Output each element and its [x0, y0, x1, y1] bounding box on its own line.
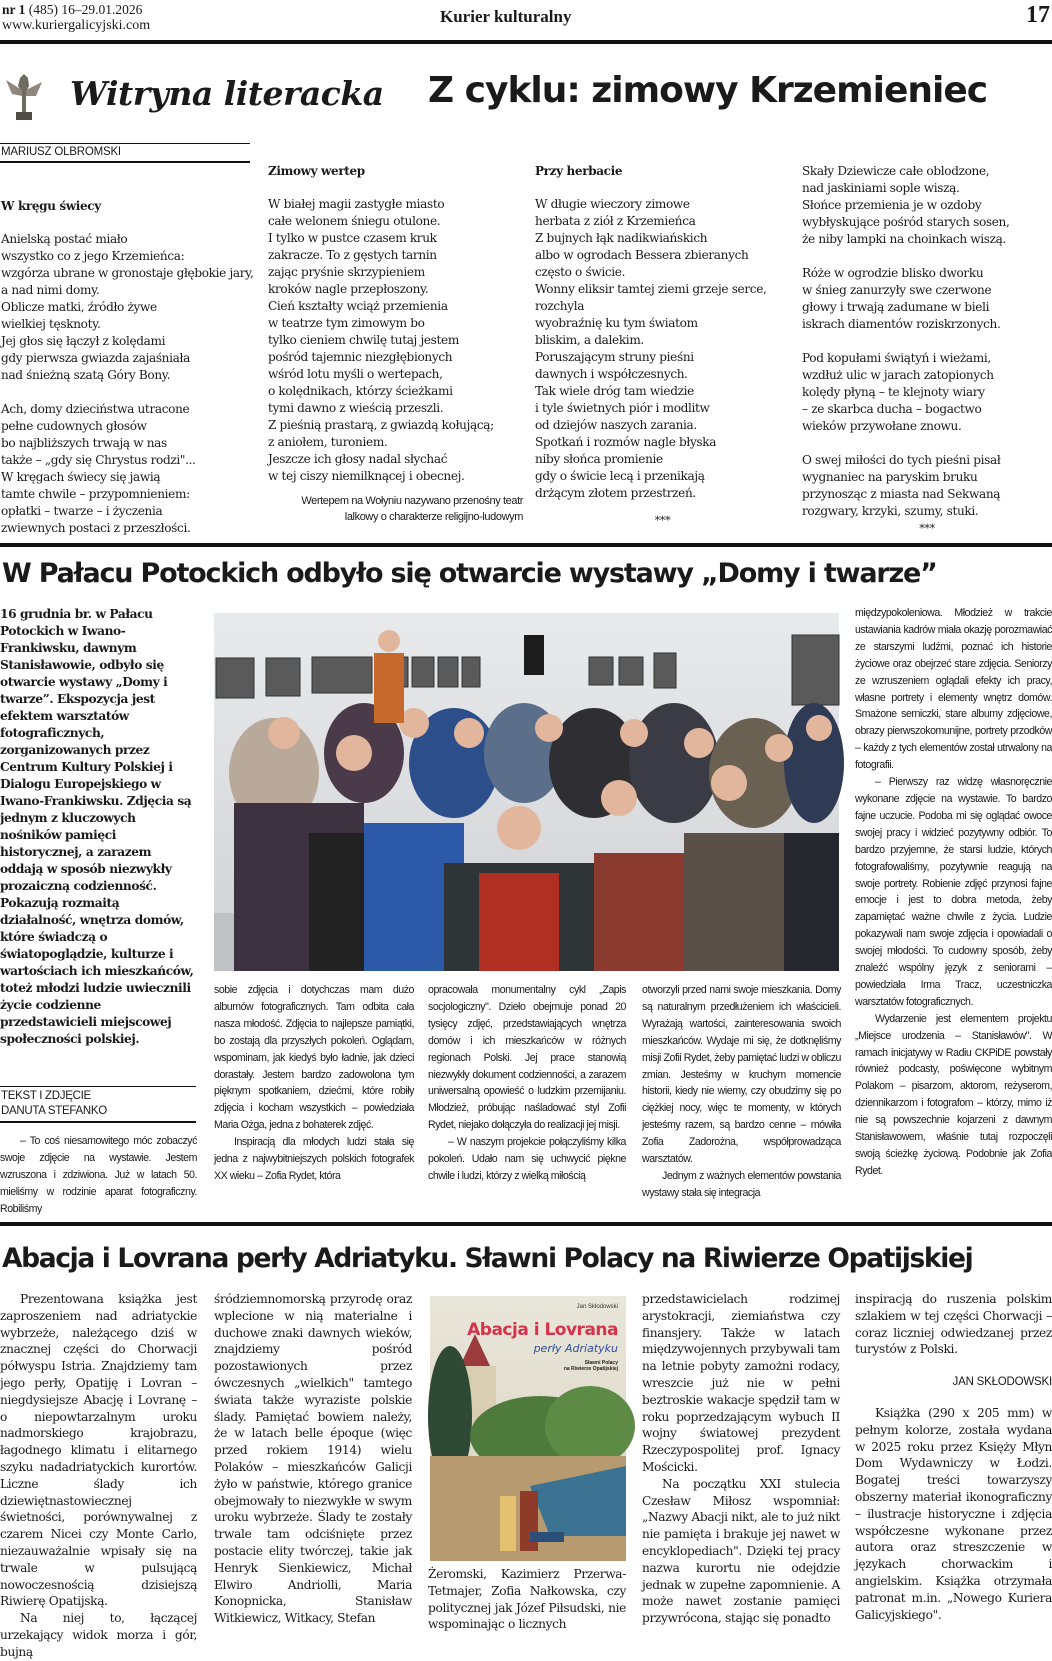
paragraph: otworzyli przed nami swoje mieszkania. Domy są naturalnym przedłużeniem ich właścicieli. Wyrażają wartości, zainteresowania swoich mieszkańców. Wydaje mi się, że dotknęliśmy misji Zofii Rydet, żeby pamiętać ludzi w obliczu zmian. Jesteśmy w kruchym momencie historii, kiedy nie wiemy, czy obudzimy się po ciężkiej nocy, więc te momenty, w których jesteśmy razem, są bardzo cenne – mówiła Zofia Zadorożna, współprowadząca warsztatów. — [642, 984, 841, 1166]
paragraph: inspiracją do ruszenia polskim szlakiem w tej części Chorwacji – coraz liczniej odwiedzanej przez turystów z Polski. — [855, 1292, 1052, 1357]
paragraph: Żeromski, Kazimierz Przerwa-Tetmajer, Zofia Nałkowska, czy politycznej jak Józef Piłsudski, nie wspominając o licznych — [428, 1567, 626, 1632]
paragraph: Jednym z ważnych elementów powstania wystawy stała się integracja — [642, 1169, 841, 1199]
paragraph: sobie zdjęcia i dotychczas mam dużo albumów fotograficznych. Tam odbita cała nasza młodość. Zdjęcia to najlepsze pamiątki, bo zostają dla przyszłych pokoleń. Oglądam, wspominam, jak kiedyś było ładnie, jak dzieci dorastały. Jestem bardzo zadowolona tym pięknym spotkaniem, dziećmi, które robiły zdjęcia i kocham wszystkich – powiedziała Maria Ożga, jedna z bohaterek zdjęć. — [214, 984, 414, 1132]
article-column-4 — [642, 982, 841, 1202]
book-column-1 — [0, 1291, 197, 1661]
issue-number — [2, 2, 142, 18]
article-column-2 — [214, 982, 414, 1185]
poem-text: Skały Dziewicze całe oblodzone, nad jaskiniami sople wiszą. Słońce przemienia je w ozdoby wybłyskujące pośród starych sosen, że niby lampki na choinkach wiszą. Róże w ogrodzie blisko dworku w śnieg zanurzyły swe czerwone głowy i trwają zadumane w bieli iskrach diamentów roziskrzonych. Pod kopułami świątyń i wieżami, wzdłuż ulic w jarach zatopionych kolędy płyną – te klejnoty wiary – ze skarbca ducha – bogactwo wieków przywołane znowu. O swej miłości do tych pieśni pisał wygnaniec na paryskim bruku przynosząc z miasta nad Sekwaną rozgwary, krzyki, szumy, stuki. — [802, 164, 1010, 518]
cover-tagline — [564, 1360, 618, 1372]
article-column-3 — [428, 982, 626, 1185]
paragraph: międzypokoleniowa. Młodzież w trakcie ustawiania kadrów miała okazję porozmawiać ze starszymi ludźmi, poznać ich historie życiowe oraz obejrzeć stare zdjęcia. Seniorzy ze wzruszeniem oglądali efekty ich pracy, własne portrety i elementy wnętrz domów. Smażone serniczki, stare albumy zdjęciowe, obrazy pierwszokomunijne, portrety przodków – każdy z tych elementów został utrwalony na fotografii. — [855, 607, 1052, 772]
book-column-3 — [428, 1566, 626, 1633]
poem-title: W kręgu świecy — [1, 199, 101, 213]
poem-text: W długie wieczory zimowe herbata z ziół z Krzemieńca Z bujnych łąk nadikwiańskich albo w ogrodach Bessera zbieranych często o świcie. Wonny eliksir tamtej ziemi grzeje serce, rozchyla wyobraźnię ku tym światom bliskim, a dalekim. Poruszającym struny pieśni dawnych i współczesnych. Tak wiele dróg tam wiedzie i tyle świetnych piór i modlitw od dziejów naszych zarania. Spotkań i rozmów nagle błyska niby słońca promienie gdy o świcie lecą i przenikają drżącym złotem przestrzeń. — [535, 197, 767, 500]
paragraph: śródziemnomorską przyrodę oraz wplecione w nią materialne i duchowe znaki dawnych wieków, znajdziemy pośród pozostawionych przez ówczesnych „wielkich" tamtego świata także wyraziste polskie ślady. Pamiętać bowiem należy, że w latach belle époque (więc przed rokiem 1914) wielu Polaków – mieszkańców Galicji żyło w państwie, którego granice obejmowały to niezwykłe w swym uroku wybrzeże. Ślady te zostały trwale tam odciśnięte przez postacie elity twórczej, takie jak Henryk Sienkiewicz, Michał Elwiro Andriolli, Maria Konopnicka, Stanisław Witkiewicz, Witkacy, Stefan — [214, 1292, 412, 1626]
byline-author: DANUTA STEFANKO — [1, 1105, 107, 1117]
cover-title: Abacja i Lovrana — [467, 1320, 618, 1340]
article-lead: 16 grudnia br. w Pałacu Potockich w Iwano-Frankiwsku, dawnym Stanisławowie, odbyło się otwarcie wystawy „Domy i twarze”. Ekspozycja jest efektem warsztatów fotograficznych, zorganizowanych przez Centrum Kultury Polskiej i Dialogu Europejskiego w Iwano-Frankiwsku. Zdjęcia są jednym z kluczowych nośników pamięci historycznej, a zarazem oddają w sposób niezwykły prozaiczną codzienność. Pokazują rozmaitą działalność, wnętrza domów, które świadczą o światopoglądzie, kulturze i wartościach ich mieszkańców, toteż młodzi ludzie uwiecznili życie codzienne przedstawicieli miejscowej społeczności polskiej. — [0, 607, 194, 1046]
issue-number-bold: nr 1 — [2, 2, 26, 17]
paragraph: Na początku XXI stulecia Czesław Miłosz wspomniał: „Nazwy Abacji nikt, ale to już nikt nie pamięta i brakuje jej nawet w encyklopediach". Dzięki tej pracy nazwa kurortu nie odejdzie jednak w zupełne zapomnienie. A może nawet zostanie pamięci przywrócona, stając się ponadto — [642, 1476, 840, 1626]
paragraph: Prezentowana książka jest zaproszeniem nad adriatyckie wybrzeże, należącego dziś w znacznej części do Chorwacji półwyspu Istria. Znajdziemy tam jego perły, Opatiję i Lovran – niegdysiejsze Abację i Lovranę – o niepowtarzalnym uroku nadmorskiego krajobrazu, łagodnego klimatu i elitarnego szyku nadadriatyckich kurortów. Liczne ślady ich dziewiętnastowiecznej świetności, porównywalnej z czarem Nicei czy Monte Carlo, niezauważalnie wpisały się na trwale w pulsującą nowoczesnością dzisiejszą Riwierę Opatijską. — [0, 1292, 197, 1609]
issue-date: (485) 16–29.01.2026 — [25, 2, 143, 17]
poem-text: W białej magii zastygłe miasto całe welonem śniegu otulone. I tylko w pustce czasem kruk zakracze. To z gęstych tarnin zając pryśnie skrzypieniem kroków nagle przepłoszony. Cień kształty wciąż przemienia w teatrze tym zimowym bo tylko cieniem chwilę tutaj jestem pośród tajemnic niezgłębionych wśród lotu myśli o wertepach, o kolędnikach, którzy ścieżkami tymi dawno z wieścią przeszli. Z pieśnią prastarą, z gwiazdą kołującą; z aniołem, turoniem. Jeszcze ich głosy nadal słychać w tej ciszy niemilknącej i obecnej. — [268, 197, 494, 483]
poem-separator: *** — [919, 522, 935, 535]
exhibition-audience-photo — [214, 613, 839, 971]
poem-separator: *** — [654, 514, 671, 527]
page-number: 17 — [1026, 2, 1050, 28]
book-cover-image — [430, 1296, 626, 1561]
poem-cycle-title: Z cyklu: zimowy Krzemieniec — [428, 70, 988, 111]
poem-title: Przy herbacie — [535, 164, 623, 178]
byline-role: TEKST I ZDJĘCIE — [1, 1090, 91, 1102]
section-divider — [0, 1222, 1052, 1226]
book-column-5 — [855, 1291, 1052, 1623]
cover-tagline-line-1: Sławni Polacy — [584, 1360, 618, 1366]
section-divider — [0, 543, 1052, 547]
paragraph: – To coś niesamowitego móc zobaczyć swoje zdjęcie na wystawie. Jestem wzruszona i zdziwiona. Już w latach 50. mieliśmy w rodzinie aparat fotograficzny. Robiliśmy — [0, 1135, 197, 1215]
cover-subtitle: perły Adriatyku — [533, 1342, 618, 1355]
poem-footnote: Wertepem na Wołyniu nazywano przenośny teatr lalkowy o charakterze religijno-ludowym — [301, 495, 523, 523]
website-link[interactable]: www.kuriergalicyjski.com — [2, 18, 151, 33]
poem-author: MARIUSZ OLBROMSKI — [0, 143, 250, 163]
paragraph: Książka (290 x 205 mm) w pełnym kolorze, została wydana w 2025 roku przez Księży Młyn Dom Wydawniczy w Łodzi. Bogatej treści towarzyszy obszerny materiał ikonograficzny – ilustracje historyczne i zdjęcia współczesne wykonane przez autora oraz streszczenie w językach chorwackim i angielskim. Książka otrzymała patronat m.in. „Nowego Kuriera Galicyjskiego". — [855, 1405, 1052, 1622]
book-column-2 — [214, 1291, 412, 1627]
book-column-4 — [642, 1291, 840, 1627]
poem-untitled — [802, 146, 1052, 554]
paragraph: przedstawicielach rodzimej arystokracji, ziemiaństwa czy finansjery. Także w latach międzywojennych przybywali tam na letnie pobyty zamożni rodacy, wreszcie już nie w pełni beztroskie wakacje spędził tam w roku poprzedzającym wybuch II wojny światowej prezydent Rzeczypospolitej prof. Ignacy Mościcki. — [642, 1292, 840, 1474]
book-headline: Abacja i Lovrana perły Adriatyku. Sławni Polacy na Riwierze Opatijskiej — [2, 1243, 973, 1274]
poem-przy-herbacie — [535, 146, 790, 546]
paragraph: Wydarzenie jest elementem projektu „Miejsce urodzenia – Stanisławów". W ramach inicjatywy w Radiu CKPiDE powstały również podcasty, poświęcone wybitnym Polakom – pisarzom, aktorom, reżyserom, dziennikarzom i fotografom – którzy, mimo iż nie są powszechnie kojarzeni z dawnym Stanisławowem, właśnie tutaj rozpoczęli swoją ścieżkę życiową. Podobnie jak Zofia Rydet. — [855, 1012, 1052, 1177]
article-headline: W Pałacu Potockich odbyło się otwarcie wystawy „Domy i twarze” — [2, 558, 937, 589]
paragraph: – W naszym projekcie połączyliśmy kilka pokoleń. Udało nam się uchwycić piękne chwile i ludzi, którzy z wielką miłością — [428, 1136, 626, 1182]
paragraph: opracowała monumentalny cykl „Zapis socjologiczny". Dzieło obejmuje ponad 20 tysięcy zdjęć, przedstawiających wnętrza domów i ich mieszkańców w różnych regionach Polski. Jej prace stanowią niezwykły dokument codzienności, a zarazem uniwersalną opowieść o ludzkim przemijaniu. Młodzież, próbując naśladować styl Zofii Rydet, niejako dołączyła do realizacji jej misji. — [428, 984, 626, 1132]
article-column-5 — [855, 605, 1052, 1180]
paragraph: – Pierwszy raz widzę własnoręcznie wykonane zdjęcie na wystawie. To bardzo fajne uczucie. Podoba mi się oglądać owoce swojej pracy i widzieć pozytywny odbiór. To bardzo przyjemne, że starsi ludzie, których fotografowaliśmy, pozytywnie reagują na swoje portrety. Robienie zdjęć przynosi fajne emocje i jest to dobra metoda, żeby zapamiętać ważne chwile z życia. Ludzie pokazywali nam swoje zdjęcia i opowiadali o swojej młodości. To cudowny sposób, żeby znaleźć wspólny język z seniorami – powiedziała Irma Tracz, uczestniczka warsztatów fotograficznych. — [855, 776, 1052, 1008]
paragraph: Na niej to, łączącej urzekający widok morza i gór, bujną — [0, 1611, 197, 1659]
article-byline — [0, 1086, 196, 1123]
masthead-divider — [0, 40, 1052, 44]
angel-statue-icon — [2, 72, 46, 120]
cover-tagline-line-2: na Riwierze Opatijskiej — [563, 1366, 618, 1372]
article-column-1 — [0, 1133, 197, 1218]
book-article-author: JAN SKŁODOWSKI — [952, 1376, 1052, 1389]
paragraph: Inspiracją dla młodych ludzi stała się jedna z najwybitniejszych polskich fotografek XX wieku – Zofia Rydet, która — [214, 1136, 414, 1182]
section-label: Witryna literacka — [70, 74, 384, 113]
poem-w-kregu-swiecy — [1, 181, 256, 537]
cover-author: Jan Skłodowski — [576, 1304, 618, 1310]
poem-text: Anielską postać miało wszystko co z jego Krzemieńca: wzgórza ubrane w gronostaje głębokie jary, a nad nimi domy. Oblicze matki, źródło żywe wielkiej tęsknoty. Jej głos się łączył z kolędami gdy pierwsza gwiazda zajaśniała nad śnieżną szatą Góry Bony. Ach, domy dzieciństwa utracone pełne cudownych głosów bo najbliższych trwają w nas także – „gdy się Chrystus rodzi"... W kręgach świecy się jawią tamte chwile – przypomnieniem: opłatki – twarze – i życzenia zwiewnych postaci z przeszłości. — [1, 232, 254, 535]
poem-title: Zimowy wertep — [268, 164, 365, 178]
poem-zimowy-wertep — [268, 146, 523, 542]
section-name: Kurier kulturalny — [440, 7, 572, 26]
